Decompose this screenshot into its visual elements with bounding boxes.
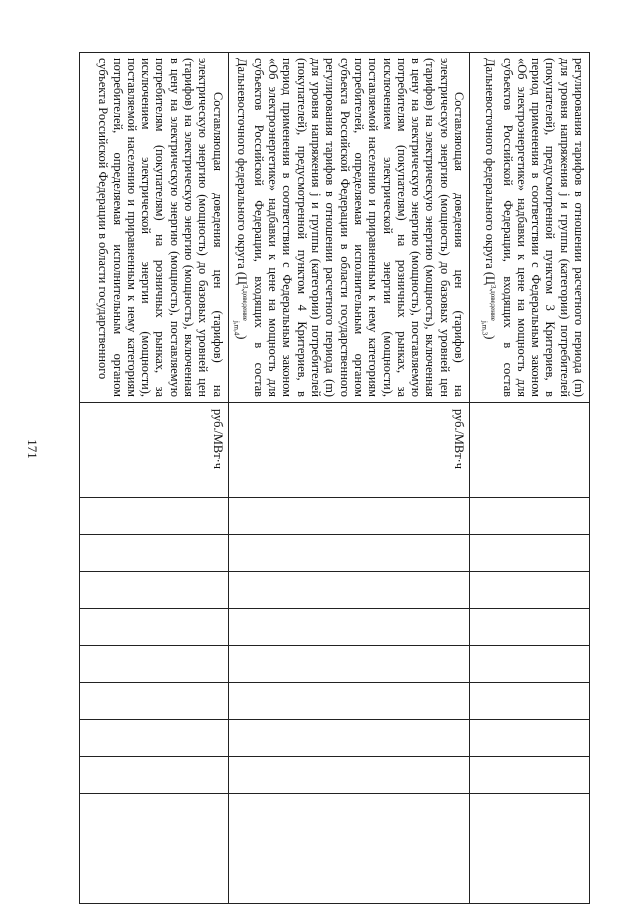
unit-label: руб./МВт·ч: [452, 409, 466, 469]
tariff-table: [79, 52, 590, 904]
value-cell: [228, 720, 469, 757]
value-cell: [79, 609, 228, 646]
description-cell: [79, 53, 228, 403]
page-number: 171: [25, 439, 40, 459]
value-cell: [470, 720, 590, 757]
formula-subscript: j,m,4: [231, 320, 240, 336]
value-cell: [228, 498, 469, 535]
value-cell: [79, 572, 228, 609]
value-cell: [79, 683, 228, 720]
table-row: [470, 53, 590, 904]
unit-cell: [79, 403, 228, 498]
unit-cell: [470, 403, 590, 498]
table-row: [228, 53, 469, 904]
value-cell: [79, 646, 228, 683]
value-cell: [228, 535, 469, 572]
value-cell: [470, 572, 590, 609]
value-cell: [470, 646, 590, 683]
value-cell: [79, 757, 228, 794]
value-cell: [470, 794, 590, 904]
value-cell: [470, 535, 590, 572]
description-cell: [470, 53, 590, 403]
formula-subscript: j,m,3: [480, 320, 489, 336]
rotated-page: [86, 52, 590, 903]
value-cell: [228, 609, 469, 646]
value-cell: [470, 757, 590, 794]
value-cell: [228, 757, 469, 794]
unit-cell: [228, 403, 469, 498]
formula-superscript: 3,доведение: [240, 284, 249, 321]
formula-close: ): [483, 335, 498, 340]
value-cell: [470, 609, 590, 646]
value-cell: [79, 498, 228, 535]
formula-close: ): [234, 335, 249, 340]
value-cell: [79, 535, 228, 572]
table-row: [79, 53, 228, 904]
value-cell: [228, 794, 469, 904]
value-cell: [79, 720, 228, 757]
value-cell: [470, 498, 590, 535]
formula-superscript: 3,доведение: [489, 284, 498, 321]
value-cell: [470, 683, 590, 720]
value-cell: [228, 683, 469, 720]
unit-label: руб./МВт·ч: [210, 409, 225, 469]
value-cell: [228, 572, 469, 609]
value-cell: [228, 646, 469, 683]
row-text: Составляющая доведения цен (тарифов) на электрическую энергию (мощность) до базовых уровней цен (тарифов) на электрическую энергию (мощность), включенная в цену на электрическую энергию (мощность), поставляемую потребителям (покупателям) на розничных рынках, за исключением электрической энергии (мощности), поставляемой населению и приравненным к нему категориям потребителей, определяемая исполнительным органом субъекта Российской Федерации в области государственного регулирования тарифов в отношении расчетного периода (m) для уровня напряжения j и группы (категории) потребителей (покупателей), предусмотренной пунктом 4 Критериев, в период применения в соответствии с Федеральным законом «Об электроэнергетике» надбавки к цене на мощность для субъектов Российской Федерации, входящих в состав Дальневосточного федерального округа (Ц: [234, 58, 466, 397]
value-cell: [79, 794, 228, 904]
row-text: Составляющая доведения цен (тарифов) на электрическую энергию (мощность) до базовых уровней цен (тарифов) на электрическую энергию (мощность), включенная в цену на электрическую энергию (мощность), поставляемую потребителям (покупателям) на розничных рынках, за исключением электрической энергии (мощности), поставляемой населению и приравненным к нему категориям потребителей, определяемая исполнительным органом субъекта Российской Федерации в области государственного: [96, 58, 225, 397]
row-text: регулирования тарифов в отношении расчетного периода (m) для уровня напряжения j и группы (категории) потребителей (покупателей), предусмотренной пунктом 3 Критериев, в период применения в соответствии с Федеральным законом «Об электроэнергетике» надбавки к цене на мощность для субъектов Российской Федерации, входящих в состав Дальневосточного федерального округа (Ц: [483, 58, 586, 397]
description-cell: [228, 53, 469, 403]
